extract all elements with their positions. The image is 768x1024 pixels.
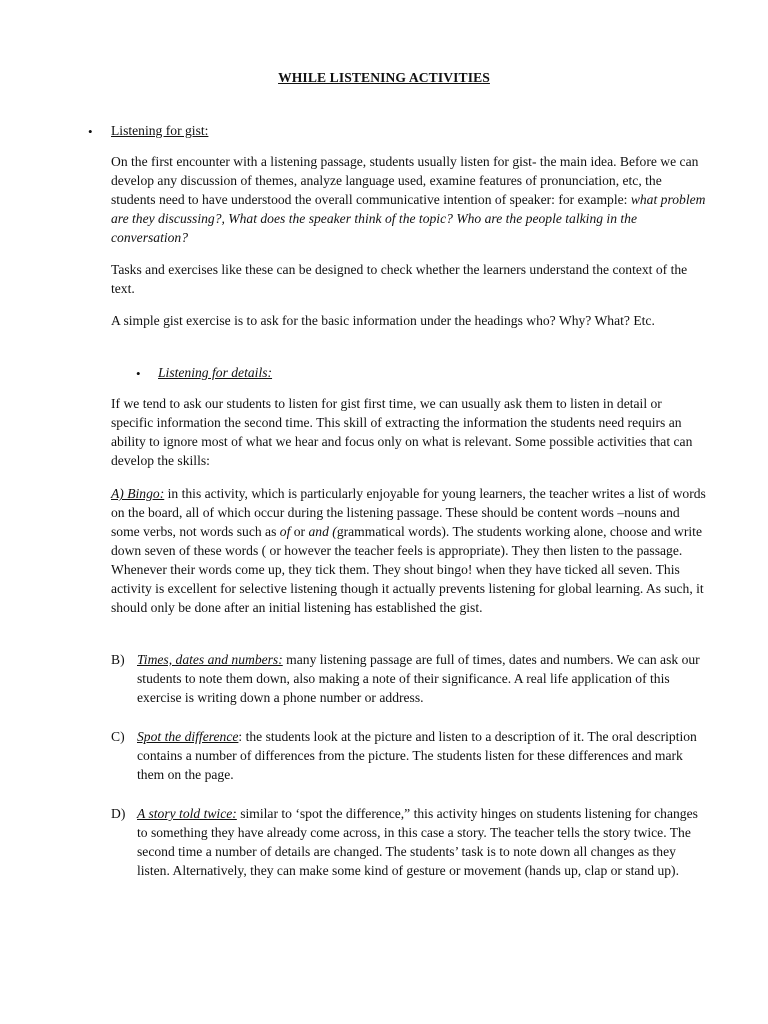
times-dates-numbers-text: many listening passage are full of times, dates and numbers. We can ask our students to note them down, also making a note of their significance. A real life application of this exercise is writing down a phone number or address. xyxy=(137,652,700,705)
list-body-d xyxy=(137,804,707,880)
story-told-twice-text: similar to ‘spot the difference,” this activity hinges on students listening for changes to something they have already come across, in this case a story. The teacher tells the story twice. The second time a number of details are changed. The students’ task is to note down all changes as they listen. Alternatively, they can make some kind of gesture or movement (hands up, clap or stand up). xyxy=(137,806,698,878)
bullet-details: • xyxy=(136,366,141,381)
list-marker-c: C) xyxy=(111,729,125,744)
gist-example-questions: what problem are they discussing?, What does the speaker think of the topic? Who are the people talking in the conversation? xyxy=(111,192,706,245)
list-body-b xyxy=(137,650,707,707)
bingo-word-of: of xyxy=(279,524,291,539)
gist-paragraph-2: Tasks and exercises like these can be designed to check whether the learners understand the context of the text. xyxy=(111,262,688,296)
details-paragraph-1: If we tend to ask our students to listen for gist first time, we can usually ask them to listen in detail or specific information the second time. This skill of extracting the information the students need requirs an ability to ignore most of what we hear and focus only on what is relevant. Some possible activities that can develop the skills: xyxy=(111,396,693,468)
story-told-twice-label: A story told twice: xyxy=(137,806,237,821)
document-title: WHILE LISTENING ACTIVITIES xyxy=(278,70,490,85)
gist-paragraph-3: A simple gist exercise is to ask for the basic information under the headings who? Why? What? Etc. xyxy=(111,313,655,328)
list-body-c xyxy=(137,727,707,784)
gist-paragraph-1-text: On the first encounter with a listening passage, students usually listen for gist- the main idea. Before we can develop any discussion of themes, analyze language used, examine features of pronunciation, etc, the students need to have understood the overall communicative intention of speaker: for example: xyxy=(111,154,699,207)
list-marker-d: D) xyxy=(111,806,126,821)
bingo-text-a: in this activity, which is particularly enjoyable for young learners, the teacher writes a list of words on the board, all of which occur during the listening passage. These should be content words –nouns and some verbs, not words such as xyxy=(111,486,706,539)
times-dates-numbers-label: Times, dates and numbers: xyxy=(137,652,283,667)
gist-paragraph-1 xyxy=(111,152,707,247)
spot-the-difference-text: : the students look at the picture and listen to a description of it. The oral description contains a number of differences from the picture. The students listen for these differences and mark them on the page. xyxy=(137,729,697,782)
bullet-gist: • xyxy=(88,124,93,139)
bingo-word-or: or xyxy=(290,524,309,539)
bingo-paragraph xyxy=(111,484,707,617)
bingo-text-b: grammatical words). The students working alone, choose and write down seven of these words ( or however the teacher feels is appropriate). They then listen to the passage. Whenever their words come up, they tick them. They shout bingo! when they have ticked all seven. This activity is excellent for selective listening though it actually prevents listening for global learning. As such, it should only be done after an initial listening has established the gist. xyxy=(111,524,704,615)
list-marker-b: B) xyxy=(111,652,125,667)
heading-listening-for-gist: Listening for gist: xyxy=(111,123,209,138)
bingo-word-and: and ( xyxy=(308,524,337,539)
spot-the-difference-label: Spot the difference xyxy=(137,729,239,744)
heading-listening-for-details: Listening for details: xyxy=(158,365,273,380)
bingo-label: A) Bingo: xyxy=(111,486,165,501)
